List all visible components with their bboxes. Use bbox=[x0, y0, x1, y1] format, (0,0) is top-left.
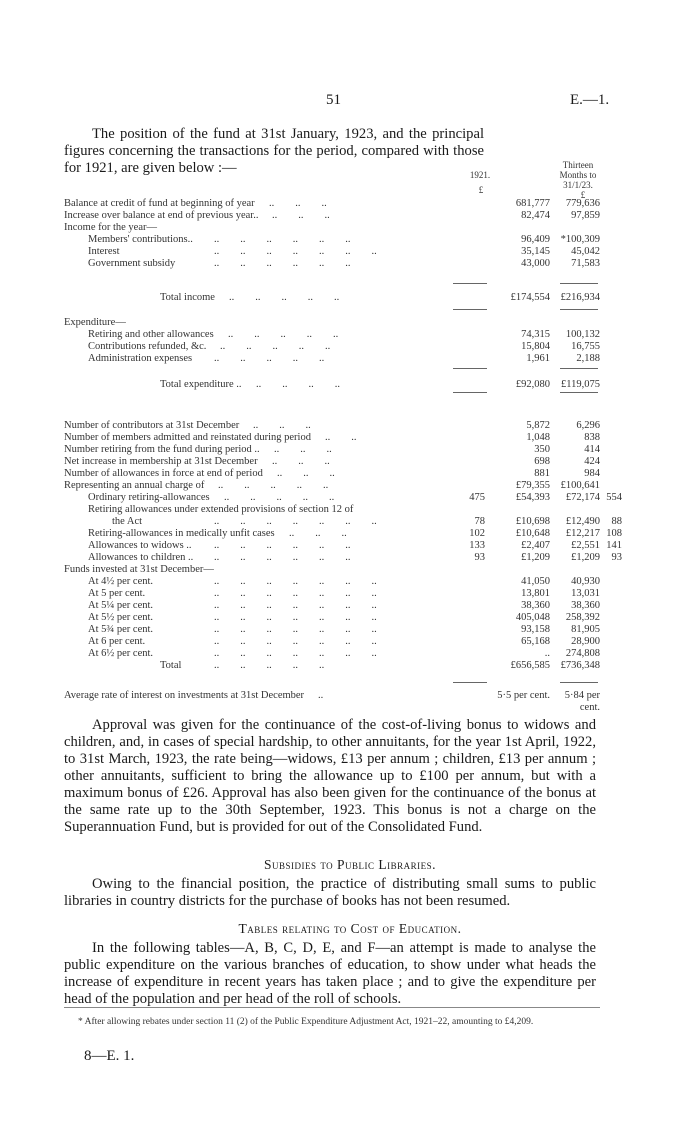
count-thirteen-months: 88 bbox=[611, 516, 622, 527]
row-label: Total income bbox=[160, 292, 215, 303]
row-label: Allowances to children .. bbox=[88, 552, 194, 563]
value-thirteen-months: £2,551 bbox=[571, 540, 600, 551]
value-thirteen-months: *100,309 bbox=[560, 234, 600, 245]
row-label: Total expenditure .. bbox=[160, 379, 242, 390]
value-thirteen-months: 28,900 bbox=[571, 636, 600, 647]
leader-dots: .. .. .. .. .. .. .. bbox=[214, 600, 377, 611]
row-label: At 5 per cent. bbox=[88, 588, 146, 599]
footnote: * After allowing rebates under section 11 (2) of the Public Expenditure Adjustment Act, 1921–22, amounting to £4,209. bbox=[78, 1017, 534, 1027]
leader-dots: .. .. .. .. .. .. bbox=[214, 234, 351, 245]
value-1921: 74,315 bbox=[521, 329, 550, 340]
rule bbox=[560, 283, 598, 284]
value-1921: £1,209 bbox=[521, 552, 550, 563]
leader-dots: .. .. .. .. .. bbox=[220, 341, 331, 352]
value-thirteen-months: 45,042 bbox=[571, 246, 600, 257]
value-1921: 350 bbox=[534, 444, 550, 455]
leader-dots: .. .. .. bbox=[272, 210, 330, 221]
row-label: At 5¼ per cent. bbox=[88, 600, 154, 611]
value-1921: 38,360 bbox=[521, 600, 550, 611]
value-1921: £2,407 bbox=[521, 540, 550, 551]
rule bbox=[560, 309, 598, 310]
count-thirteen-months: 141 bbox=[606, 540, 622, 551]
value-1921: 82,474 bbox=[521, 210, 550, 221]
value-thirteen-months: £12,217 bbox=[565, 528, 600, 539]
rule bbox=[453, 283, 487, 284]
document-reference: E.—1. bbox=[570, 92, 610, 108]
table-row bbox=[64, 198, 600, 210]
value-1921: 405,048 bbox=[515, 612, 550, 623]
table-row bbox=[64, 624, 600, 636]
row-label: At 4½ per cent. bbox=[88, 576, 154, 587]
value-1921: £10,648 bbox=[515, 528, 550, 539]
row-label: Retiring and other allowances bbox=[88, 329, 214, 340]
table-row bbox=[64, 444, 600, 456]
intro-paragraph: The position of the fund at 31st January, 1923, and the principal figures concerning the transactions for the period, compared with those for 1921, are given below :— bbox=[64, 126, 484, 176]
value-1921: £79,355 bbox=[515, 480, 550, 491]
table-row bbox=[64, 552, 622, 564]
leader-dots: .. .. .. .. .. bbox=[214, 660, 325, 671]
footnote-rule bbox=[64, 1007, 600, 1008]
table-row bbox=[64, 492, 622, 504]
table-row bbox=[64, 636, 600, 648]
rule bbox=[453, 368, 487, 369]
leader-dots: .. .. .. .. .. .. bbox=[214, 258, 351, 269]
tables-heading: Tables relating to Cost of Education. bbox=[238, 921, 462, 936]
leader-dots: .. .. .. .. .. .. bbox=[214, 540, 351, 551]
count-1921: 133 bbox=[469, 540, 485, 551]
value-1921: £92,080 bbox=[515, 379, 550, 390]
leader-dots: .. .. .. .. .. .. .. bbox=[214, 624, 377, 635]
count-1921: 78 bbox=[474, 516, 485, 527]
leader-dots: .. .. .. bbox=[274, 444, 332, 455]
value-thirteen-months: 838 bbox=[584, 432, 600, 443]
value-thirteen-months: £216,934 bbox=[560, 292, 600, 303]
row-label: At 5½ per cent. bbox=[88, 612, 154, 623]
value-1921: 881 bbox=[534, 468, 550, 479]
subsidies-heading: Subsidies to Public Libraries. bbox=[263, 857, 437, 872]
table-row bbox=[64, 317, 600, 329]
value-thirteen-months: 40,930 bbox=[571, 576, 600, 587]
signature-mark: 8—E. 1. bbox=[84, 1048, 135, 1064]
row-label: Number of members admitted and reinstated during period bbox=[64, 432, 311, 443]
table-row bbox=[64, 504, 600, 516]
table-row bbox=[64, 660, 600, 672]
count-1921: 475 bbox=[469, 492, 485, 503]
leader-dots: .. .. .. .. .. bbox=[229, 292, 340, 303]
row-label: Net increase in membership at 31st December bbox=[64, 456, 258, 467]
value-thirteen-months: 38,360 bbox=[571, 600, 600, 611]
value-thirteen-months: 16,755 bbox=[571, 341, 600, 352]
row-label: Income for the year— bbox=[64, 222, 157, 233]
count-1921: 102 bbox=[469, 528, 485, 539]
leader-dots: .. .. .. .. .. .. .. bbox=[214, 636, 377, 647]
row-label: the Act bbox=[112, 516, 143, 527]
value-thirteen-months: £119,075 bbox=[561, 379, 600, 390]
row-label: Number of allowances in force at end of period bbox=[64, 468, 263, 479]
table-row bbox=[64, 353, 600, 365]
table-row bbox=[64, 576, 600, 588]
table-row bbox=[64, 246, 600, 258]
subsidies-paragraph: Owing to the financial position, the practice of distributing small sums to public libraries in country districts for the purchase of books has not been resumed. bbox=[64, 876, 596, 909]
value-thirteen-months: 71,583 bbox=[571, 258, 600, 269]
row-label: Representing an annual charge of bbox=[64, 480, 205, 491]
value-thirteen-months: £100,641 bbox=[560, 480, 600, 491]
value-1921: 43,000 bbox=[521, 258, 550, 269]
leader-dots: .. .. .. .. .. bbox=[218, 480, 329, 491]
currency-symbol-1: £ bbox=[478, 185, 484, 195]
table-row bbox=[64, 468, 600, 480]
count-1921: 93 bbox=[474, 552, 485, 563]
value-1921: 41,050 bbox=[521, 576, 550, 587]
leader-dots: .. .. bbox=[325, 432, 357, 443]
row-label: Contributions refunded, &c. bbox=[88, 341, 207, 352]
table-row bbox=[64, 690, 600, 713]
value-1921: 13,801 bbox=[521, 588, 550, 599]
table-row bbox=[64, 456, 600, 468]
tables-paragraph: In the following tables—A, B, C, D, E, and F—an attempt is made to analyse the public expenditure on the various branches of education, to show under what heads the increase of expenditure in recent years has taken place ; and to give the expenditure per head of the population and per head of the roll of schools. bbox=[64, 940, 596, 1007]
leader-dots: .. .. .. .. .. .. .. bbox=[214, 588, 377, 599]
row-label: Allowances to widows .. bbox=[88, 540, 192, 551]
table-row bbox=[64, 564, 600, 576]
row-label: At 6½ per cent. bbox=[88, 648, 154, 659]
value-thirteen-months: 2,188 bbox=[576, 353, 600, 364]
value-1921: £656,585 bbox=[510, 660, 550, 671]
table-row bbox=[64, 379, 600, 391]
value-1921: £174,554 bbox=[510, 292, 550, 303]
table-row bbox=[64, 329, 600, 341]
value-thirteen-months: 97,859 bbox=[571, 210, 600, 221]
table-row bbox=[64, 258, 600, 270]
count-thirteen-months: 108 bbox=[606, 528, 622, 539]
value-1921: 681,777 bbox=[515, 198, 550, 209]
row-label: Retiring-allowances in medically unfit cases bbox=[88, 528, 275, 539]
value-thirteen-months: £736,348 bbox=[560, 660, 600, 671]
leader-dots: .. .. .. .. .. bbox=[228, 329, 339, 340]
value-1921: 65,168 bbox=[521, 636, 550, 647]
count-thirteen-months: 93 bbox=[611, 552, 622, 563]
table-row bbox=[64, 222, 600, 234]
leader-dots: .. .. .. .. .. .. .. bbox=[214, 516, 377, 527]
value-1921: 1,048 bbox=[526, 432, 550, 443]
row-label: Interest bbox=[88, 246, 120, 257]
table-row bbox=[64, 528, 622, 540]
currency-symbol-2: £ bbox=[580, 190, 586, 200]
value-thirteen-months: 414 bbox=[584, 444, 600, 455]
row-label: Number of contributors at 31st December bbox=[64, 420, 240, 431]
value-1921: 93,158 bbox=[521, 624, 550, 635]
leader-dots: .. .. .. .. .. .. bbox=[214, 552, 351, 563]
rule bbox=[560, 682, 598, 683]
value-thirteen-months: £72,174 bbox=[565, 492, 600, 503]
value-thirteen-months: 13,031 bbox=[571, 588, 600, 599]
leader-dots: .. .. .. bbox=[253, 420, 311, 431]
rule bbox=[453, 392, 487, 393]
leader-dots: .. .. .. .. .. bbox=[224, 492, 335, 503]
row-label: At 5¾ per cent. bbox=[88, 624, 154, 635]
row-label: At 6 per cent. bbox=[88, 636, 146, 647]
value-thirteen-months: 258,392 bbox=[565, 612, 600, 623]
value-thirteen-months: £12,490 bbox=[565, 516, 600, 527]
leader-dots: .. .. .. bbox=[269, 198, 327, 209]
rule bbox=[560, 368, 598, 369]
value-1921: 35,145 bbox=[521, 246, 550, 257]
page-number: 51 bbox=[326, 92, 341, 108]
row-label: Ordinary retiring-allowances bbox=[88, 492, 210, 503]
leader-dots: .. .. .. .. .. .. .. bbox=[214, 612, 377, 623]
value-1921: £54,393 bbox=[515, 492, 550, 503]
table-row bbox=[64, 600, 600, 612]
row-label: Members' contributions.. bbox=[88, 234, 193, 245]
value-thirteen-months: 6,296 bbox=[576, 420, 600, 431]
value-1921: 5·5 per cent. bbox=[497, 690, 550, 701]
leader-dots: .. bbox=[318, 690, 324, 701]
table-row bbox=[64, 292, 600, 304]
table-row bbox=[64, 588, 600, 600]
row-label: Government subsidy bbox=[88, 258, 176, 269]
value-thirteen-months: 984 bbox=[584, 468, 600, 479]
value-1921: 96,409 bbox=[521, 234, 550, 245]
value-1921: £10,698 bbox=[515, 516, 550, 527]
value-1921: 5,872 bbox=[526, 420, 550, 431]
value-1921: 1,961 bbox=[526, 353, 550, 364]
leader-dots: .. .. .. .. .. .. .. bbox=[214, 576, 377, 587]
value-thirteen-months: 274,808 bbox=[565, 648, 600, 659]
leader-dots: .. .. .. .. .. .. .. bbox=[214, 648, 377, 659]
row-label: Total bbox=[160, 660, 182, 671]
rule bbox=[453, 309, 487, 310]
row-label: Balance at credit of fund at beginning of year bbox=[64, 198, 255, 209]
table-row bbox=[64, 432, 600, 444]
value-thirteen-months: 779,636 bbox=[565, 198, 600, 209]
row-label: Funds invested at 31st December— bbox=[64, 564, 214, 575]
value-thirteen-months: 5·84 per cent. bbox=[564, 690, 600, 713]
table-row bbox=[64, 234, 600, 246]
row-label: Increase over balance at end of previous year.. bbox=[64, 210, 259, 221]
count-thirteen-months: 554 bbox=[606, 492, 622, 503]
row-label: Number retiring from the fund during period .. bbox=[64, 444, 260, 455]
value-1921: 698 bbox=[534, 456, 550, 467]
leader-dots: .. .. .. .. .. bbox=[214, 353, 325, 364]
leader-dots: .. .. .. .. bbox=[256, 379, 340, 390]
row-label: Expenditure— bbox=[64, 317, 126, 328]
table-row bbox=[64, 480, 600, 492]
rule bbox=[453, 682, 487, 683]
leader-dots: .. .. .. bbox=[289, 528, 347, 539]
leader-dots: .. .. .. bbox=[272, 456, 330, 467]
table-row bbox=[64, 341, 600, 353]
table-row bbox=[64, 612, 600, 624]
value-thirteen-months: 424 bbox=[584, 456, 600, 467]
table-row bbox=[64, 540, 622, 552]
value-1921: 15,804 bbox=[521, 341, 550, 352]
col-1921-header: 1921. bbox=[469, 170, 491, 180]
value-thirteen-months: 100,132 bbox=[565, 329, 600, 340]
value-thirteen-months: £1,209 bbox=[571, 552, 600, 563]
table-row bbox=[64, 210, 600, 222]
col-thirteen-months-header: Thirteen Months to 31/1/23. bbox=[559, 160, 597, 190]
leader-dots: .. .. .. bbox=[277, 468, 335, 479]
table-row bbox=[64, 420, 600, 432]
value-thirteen-months: 81,905 bbox=[571, 624, 600, 635]
row-label: Administration expenses bbox=[88, 353, 193, 364]
approval-paragraph: Approval was given for the continuance of the cost-of-living bonus to widows and children, and, in cases of special hardship, to other annuitants, for the year 1st April, 1922, to 31st March, 1923, the rate being—widows, £13 per annum ; children, £13 per annum ; other annuitants, sufficient to bring the allowance up to £100 per annum, but with a maximum bonus of £26. Approval has also been given for the continuance of the bonus at the same rate up to the 30th September, 1923. This bonus is not a charge on the Superannuation Fund, but is provided for out of the Consolidated Fund. bbox=[64, 717, 596, 835]
row-label: Retiring allowances under extended provisions of section 12 of bbox=[88, 504, 354, 515]
rule bbox=[560, 392, 598, 393]
table-row bbox=[64, 648, 600, 660]
leader-dots: .. .. .. .. .. .. .. bbox=[214, 246, 377, 257]
row-label: Average rate of interest on investments at 31st December bbox=[64, 690, 305, 701]
table-row bbox=[64, 516, 622, 528]
value-1921: .. bbox=[544, 648, 550, 659]
